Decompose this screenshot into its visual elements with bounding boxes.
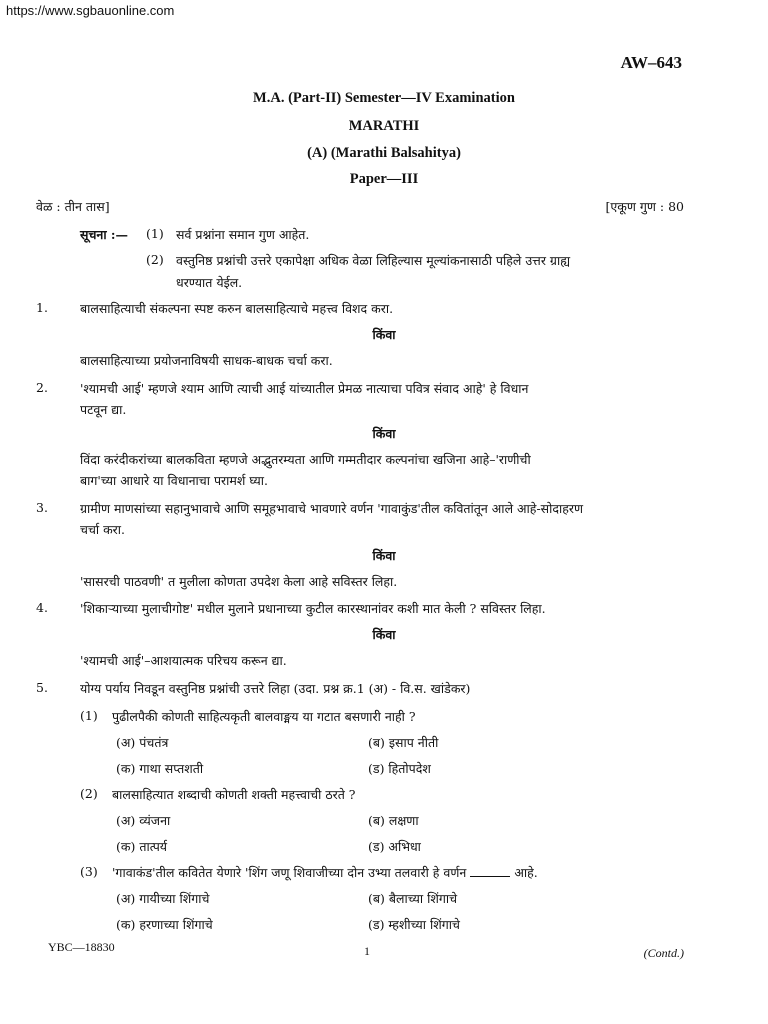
question-1-alternative: बालसाहित्याच्या प्रयोजनाविषयी साधक-बाधक चर्चा करा. bbox=[80, 353, 333, 368]
or-divider: किंवा bbox=[372, 327, 396, 342]
instruction-1-number: (1) bbox=[146, 226, 164, 241]
answer-blank bbox=[470, 876, 510, 877]
sub-question-3-text bbox=[112, 864, 538, 881]
option-a: (अ) पंचतंत्र bbox=[116, 735, 169, 750]
question-2-line2: पटवून द्या. bbox=[80, 402, 127, 417]
option-b: (ब) बैलाच्या शिंगाचे bbox=[368, 891, 458, 906]
question-3-number: 3. bbox=[36, 500, 48, 515]
page-number: 1 bbox=[364, 944, 370, 958]
sub-question-2-number: (2) bbox=[80, 786, 98, 801]
question-5-text: योग्य पर्याय निवडून वस्तुनिष्ठ प्रश्नांची उत्तरे लिहा (उदा. प्रश्न क्र.1 (अ) - वि.स. खांडेकर) bbox=[80, 681, 471, 696]
sub-question-3-number: (3) bbox=[80, 864, 98, 879]
or-divider: किंवा bbox=[372, 426, 396, 441]
question-3-line2: चर्चा करा. bbox=[80, 522, 126, 537]
question-2-line1: 'श्यामची आई' म्हणजे श्याम आणि त्याची आई यांच्यातील प्रेमळ नात्याचा पवित्र संवाद आहे' हे विधान bbox=[80, 381, 529, 396]
footer-code: YBC—18830 bbox=[48, 940, 115, 954]
sub-question-1-text: पुढीलपैकी कोणती साहित्यकृती बालवाङ्मय या गटात बसणारी नाही ? bbox=[112, 709, 416, 724]
instruction-2-line1: वस्तुनिष्ठ प्रश्नांची उत्तरे एकापेक्षा अधिक वेळा लिहिल्यास मूल्यांकनासाठी पहिले उत्तर ग्राह्य bbox=[176, 253, 571, 268]
option-d: (ड) हितोपदेश bbox=[368, 761, 431, 776]
option-c: (क) गाथा सप्तशती bbox=[116, 761, 204, 776]
question-3-line1: ग्रामीण माणसांच्या सहानुभावाचे आणि समूहभावाचे भावणारे वर्णन 'गावाकुंड'तील कवितांतून आले आहे-सोदाहरण bbox=[80, 501, 584, 516]
subject-title: MARATHI bbox=[348, 118, 420, 134]
continued-label: (Contd.) bbox=[643, 946, 684, 960]
sub-question-1-number: (1) bbox=[80, 708, 98, 723]
option-c: (क) तात्पर्य bbox=[116, 839, 168, 854]
question-5-number: 5. bbox=[36, 680, 48, 695]
question-1-text: बालसाहित्याची संकल्पना स्पष्ट करुन बालसाहित्याचे महत्त्व विशद करा. bbox=[80, 301, 394, 316]
option-d: (ड) म्हशीच्या शिंगाचे bbox=[368, 917, 460, 932]
option-b: (ब) लक्षणा bbox=[368, 813, 419, 828]
instructions-label: सूचना :— bbox=[80, 227, 129, 242]
question-2-number: 2. bbox=[36, 380, 48, 395]
question-2-alternative-line2: बाग'च्या आधारे या विधानाचा परामर्श घ्या. bbox=[80, 473, 268, 488]
question-2-alternative-line1: विंदा करंदीकरांच्या बालकविता म्हणजे अद्भुतरम्यता आणि गम्मतीदार कल्पनांचा खजिना आहे–'राणीची bbox=[80, 452, 531, 467]
option-b: (ब) इसाप नीती bbox=[368, 735, 439, 750]
sub-question-3-suffix: आहे. bbox=[514, 865, 538, 880]
time-allowed: वेळ : तीन तास] bbox=[36, 199, 110, 214]
question-4-alternative: 'श्यामची आई'–आशयात्मक परिचय करून द्या. bbox=[80, 653, 287, 668]
option-a: (अ) गायीच्या शिंगाचे bbox=[116, 891, 210, 906]
sub-question-3-prefix: 'गावाकंड'तील कवितेत येणारे 'शिंग जणू शिवाजीच्या दोन उभ्या तलवारी हे वर्णन bbox=[112, 865, 467, 880]
question-1-number: 1. bbox=[36, 300, 48, 315]
exam-title: M.A. (Part-II) Semester—IV Examination bbox=[253, 90, 515, 106]
total-marks: [एकूण गुण : 80 bbox=[605, 199, 684, 214]
instruction-2-line2: धरण्यात येईल. bbox=[176, 275, 243, 290]
question-3-alternative: 'सासरची पाठवणी' त मुलीला कोणता उपदेश केला आहे सविस्तर लिहा. bbox=[80, 574, 398, 589]
option-c: (क) हरणाच्या शिंगाचे bbox=[116, 917, 213, 932]
source-url[interactable]: https://www.sgbauonline.com bbox=[6, 3, 175, 18]
paper-number: Paper—III bbox=[349, 171, 419, 187]
subject-subtitle: (A) (Marathi Balsahitya) bbox=[307, 145, 461, 161]
or-divider: किंवा bbox=[372, 548, 396, 563]
or-divider: किंवा bbox=[372, 627, 396, 642]
option-d: (ड) अभिधा bbox=[368, 839, 421, 854]
instruction-2-number: (2) bbox=[146, 252, 164, 267]
instruction-1-text: सर्व प्रश्नांना समान गुण आहेत. bbox=[176, 227, 310, 242]
sub-question-2-text: बालसाहित्यात शब्दाची कोणती शक्ती महत्त्वाची ठरते ? bbox=[112, 787, 356, 802]
paper-code: AW–643 bbox=[620, 53, 682, 72]
option-a: (अ) व्यंजना bbox=[116, 813, 171, 828]
question-4-number: 4. bbox=[36, 600, 48, 615]
question-4-text: 'शिकाऱ्याच्या मुलाचीगोष्ट' मधील मुलाने प्रधानाच्या कुटील कारस्थानांवर कशी मात केली ? सविस्तर लिहा. bbox=[80, 601, 546, 616]
